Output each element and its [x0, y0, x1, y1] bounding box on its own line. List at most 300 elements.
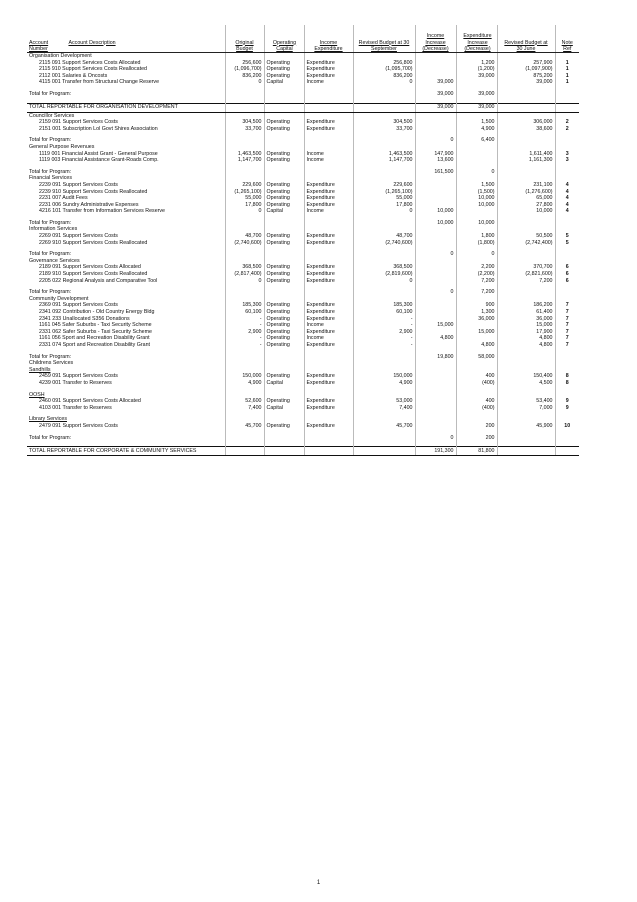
operating-capital: [264, 296, 304, 303]
income-change: [415, 126, 456, 133]
table-body: [27, 53, 579, 456]
account-description: 4103 001 Transfer to Reserves: [39, 404, 112, 411]
revised-budget-june: (2,821,600): [497, 271, 555, 278]
note-ref: 2: [555, 119, 579, 126]
table-row: [27, 398, 579, 405]
note-ref: [555, 175, 579, 182]
operating-capital: Operating: [264, 316, 304, 323]
income-expenditure: [304, 144, 353, 151]
expenditure-change: [456, 296, 497, 303]
note-ref: 7: [555, 342, 579, 349]
note-ref: 1: [555, 79, 579, 86]
revised-budget-june: [497, 144, 555, 151]
revised-budget-june: [497, 91, 555, 98]
revised-budget: [353, 367, 415, 374]
header-account-number: Account Number: [29, 39, 49, 52]
revised-budget: [353, 447, 415, 456]
table-row: [27, 405, 579, 412]
revised-budget: [353, 220, 415, 227]
section-row: [27, 53, 579, 60]
revised-budget-june: (2,742,400): [497, 240, 555, 247]
income-expenditure: [304, 112, 353, 119]
account-description: 2231 006 Sundry Administrative Expenses: [39, 201, 139, 208]
income-change: 191,300: [415, 447, 456, 456]
account-description: Total for Program:: [29, 168, 72, 175]
expenditure-change: [456, 53, 497, 60]
expenditure-change: 2,200: [456, 264, 497, 271]
revised-budget-june: [497, 360, 555, 367]
account-description: Total for Program:: [29, 251, 72, 258]
expenditure-change: [456, 144, 497, 151]
header-operating-capital: Operating Capital: [264, 25, 304, 53]
revised-budget-june: 150,400: [497, 373, 555, 380]
original-budget: [225, 447, 264, 456]
income-expenditure: Income: [304, 208, 353, 215]
expenditure-change: [456, 367, 497, 374]
table-row: [27, 380, 579, 387]
note-ref: [555, 144, 579, 151]
operating-capital: Operating: [264, 126, 304, 133]
table-row: [27, 322, 579, 329]
note-ref: 1: [555, 66, 579, 73]
revised-budget-june: 53,400: [497, 398, 555, 405]
income-expenditure: Expenditure: [304, 342, 353, 349]
note-ref: 6: [555, 271, 579, 278]
revised-budget-june: 306,000: [497, 119, 555, 126]
expenditure-change: [456, 392, 497, 399]
note-ref: 7: [555, 302, 579, 309]
operating-capital: [264, 435, 304, 442]
income-change: 0: [415, 137, 456, 144]
income-change: [415, 316, 456, 323]
operating-capital: Operating: [264, 322, 304, 329]
revised-budget-june: 7,000: [497, 405, 555, 412]
note-ref: [555, 251, 579, 258]
table-row: [27, 342, 579, 349]
operating-capital: [264, 53, 304, 60]
table-row: [27, 119, 579, 126]
income-change: [415, 416, 456, 423]
expenditure-change: (400): [456, 380, 497, 387]
operating-capital: Operating: [264, 60, 304, 67]
account-description: 1161 045 Safer Suburbs - Taxi Security Scheme: [39, 322, 152, 329]
table-row: [27, 79, 579, 86]
operating-capital: Operating: [264, 342, 304, 349]
table-row: [27, 66, 579, 73]
revised-budget: 304,500: [353, 119, 415, 126]
operating-capital: [264, 354, 304, 361]
income-change: [415, 367, 456, 374]
note-ref: 4: [555, 189, 579, 196]
operating-capital: [264, 367, 304, 374]
grand-row: [27, 103, 579, 112]
income-expenditure: [304, 392, 353, 399]
income-expenditure: [304, 220, 353, 227]
income-change: [415, 240, 456, 247]
original-budget: 150,000: [225, 373, 264, 380]
revised-budget-june: 15,000: [497, 322, 555, 329]
original-budget: [225, 91, 264, 98]
section-row: [27, 258, 579, 265]
original-budget: 48,700: [225, 233, 264, 240]
original-budget: 185,300: [225, 302, 264, 309]
revised-budget-june: [497, 447, 555, 456]
operating-capital: Operating: [264, 202, 304, 209]
revised-budget-june: 50,500: [497, 233, 555, 240]
original-budget: 229,600: [225, 182, 264, 189]
income-change: [415, 195, 456, 202]
note-ref: 7: [555, 309, 579, 316]
income-change: [415, 392, 456, 399]
note-ref: [555, 289, 579, 296]
account-description: 2331 062 Safer Suburbs - Taxi Security Scheme: [39, 328, 152, 335]
expenditure-change: 400: [456, 398, 497, 405]
account-description: Information Services: [29, 226, 78, 233]
note-ref: 5: [555, 240, 579, 247]
account-description: 1161 056 Sport and Recreation Disability Grant: [39, 335, 150, 342]
expenditure-change: 1,800: [456, 233, 497, 240]
expenditure-change: [456, 79, 497, 86]
original-budget: [225, 360, 264, 367]
section-row: [27, 112, 579, 119]
operating-capital: Capital: [264, 405, 304, 412]
expenditure-change: [456, 112, 497, 119]
account-description: Total for Program:: [29, 289, 72, 296]
note-ref: [555, 103, 579, 112]
note-ref: [555, 258, 579, 265]
income-expenditure: Expenditure: [304, 189, 353, 196]
operating-capital: Operating: [264, 66, 304, 73]
operating-capital: [264, 416, 304, 423]
original-budget: [225, 112, 264, 119]
account-description: 2459 091 Support Services Costs: [39, 373, 118, 380]
income-expenditure: [304, 296, 353, 303]
income-change: [415, 66, 456, 73]
table-row: [27, 208, 579, 215]
expenditure-change: (1,200): [456, 66, 497, 73]
table-row: [27, 423, 579, 430]
revised-budget: [353, 296, 415, 303]
revised-budget-june: [497, 416, 555, 423]
expenditure-change: [456, 335, 497, 342]
original-budget: [225, 226, 264, 233]
operating-capital: Operating: [264, 240, 304, 247]
account-description: General Purpose Revenues: [29, 143, 95, 150]
income-expenditure: Expenditure: [304, 373, 353, 380]
expenditure-change: 200: [456, 435, 497, 442]
revised-budget: (2,740,600): [353, 240, 415, 247]
revised-budget: [353, 360, 415, 367]
operating-capital: Operating: [264, 373, 304, 380]
original-budget: [225, 258, 264, 265]
note-ref: 7: [555, 335, 579, 342]
note-ref: [555, 435, 579, 442]
income-change: [415, 53, 456, 60]
account-description: 1119 003 Financial Assistance Grant-Roads Comp.: [39, 157, 159, 164]
account-description: 2460 091 Support Services Costs Allocated: [39, 398, 141, 405]
table-row: [27, 335, 579, 342]
table-row: [27, 240, 579, 247]
income-change: [415, 373, 456, 380]
note-ref: [555, 112, 579, 119]
revised-budget: 48,700: [353, 233, 415, 240]
income-change: [415, 296, 456, 303]
income-change: [415, 360, 456, 367]
revised-budget-june: 231,100: [497, 182, 555, 189]
income-expenditure: Expenditure: [304, 264, 353, 271]
income-change: 0: [415, 251, 456, 258]
account-description: Councillor Services: [29, 112, 75, 119]
income-change: [415, 182, 456, 189]
expenditure-change: [456, 208, 497, 215]
expenditure-change: [456, 226, 497, 233]
note-ref: [555, 91, 579, 98]
income-change: 0: [415, 435, 456, 442]
income-expenditure: [304, 289, 353, 296]
account-description: Sandhills: [29, 366, 51, 373]
revised-budget-june: 61,400: [497, 309, 555, 316]
revised-budget: -: [353, 342, 415, 349]
revised-budget: 4,900: [353, 380, 415, 387]
income-expenditure: Expenditure: [304, 126, 353, 133]
operating-capital: [264, 289, 304, 296]
table-row: [27, 302, 579, 309]
operating-capital: [264, 137, 304, 144]
header-income-expenditure: Income Expenditure: [304, 25, 353, 53]
note-ref: 4: [555, 202, 579, 209]
revised-budget: (1,265,100): [353, 189, 415, 196]
account-description: 2189 091 Support Services Costs Allocated: [39, 264, 141, 271]
note-ref: [555, 367, 579, 374]
expenditure-change: 6,400: [456, 137, 497, 144]
note-ref: 7: [555, 316, 579, 323]
total-row: [27, 435, 579, 442]
account-description: 2205 022 Regional Analysis and Comparative Tool: [39, 277, 158, 284]
income-change: 10,000: [415, 220, 456, 227]
note-ref: 7: [555, 322, 579, 329]
revised-budget: [353, 169, 415, 176]
operating-capital: Capital: [264, 380, 304, 387]
revised-budget: 2,900: [353, 329, 415, 336]
account-description: 2151 001 Subscription Lol Govt Shires Association: [39, 125, 158, 132]
operating-capital: [264, 447, 304, 456]
income-expenditure: Income: [304, 335, 353, 342]
account-description: 2341 233 Unallocated S356 Donations: [39, 315, 130, 322]
revised-budget-june: 875,200: [497, 73, 555, 80]
income-change: [415, 423, 456, 430]
header-note-ref: Note Ref: [555, 25, 579, 53]
revised-budget: 17,800: [353, 202, 415, 209]
original-budget: 60,100: [225, 309, 264, 316]
expenditure-change: [456, 416, 497, 423]
revised-budget: [353, 112, 415, 119]
account-description: 2239 091 Support Services Costs: [39, 181, 118, 188]
revised-budget: 0: [353, 208, 415, 215]
income-change: [415, 144, 456, 151]
account-description: 2479 091 Support Services Costs: [39, 422, 118, 429]
original-budget: (1,096,700): [225, 66, 264, 73]
original-budget: -: [225, 342, 264, 349]
account-description: 2269 091 Support Services Costs: [39, 233, 118, 240]
operating-capital: Operating: [264, 233, 304, 240]
total-row: [27, 91, 579, 98]
original-budget: [225, 354, 264, 361]
expenditure-change: 15,000: [456, 329, 497, 336]
income-expenditure: [304, 435, 353, 442]
income-expenditure: Expenditure: [304, 182, 353, 189]
section-row: [27, 144, 579, 151]
revised-budget: [353, 103, 415, 112]
operating-capital: [264, 220, 304, 227]
operating-capital: [264, 169, 304, 176]
account-description: 2269 910 Support Services Costs Reallocated: [39, 239, 148, 246]
note-ref: 5: [555, 233, 579, 240]
income-expenditure: Expenditure: [304, 398, 353, 405]
revised-budget: [353, 251, 415, 258]
original-budget: 55,000: [225, 195, 264, 202]
original-budget: 0: [225, 278, 264, 285]
expenditure-change: 10,000: [456, 195, 497, 202]
total-row: [27, 354, 579, 361]
expenditure-change: 81,800: [456, 447, 497, 456]
operating-capital: Operating: [264, 302, 304, 309]
revised-budget-june: [497, 220, 555, 227]
expenditure-change: 36,000: [456, 316, 497, 323]
revised-budget-june: [497, 169, 555, 176]
income-expenditure: [304, 53, 353, 60]
income-change: 13,600: [415, 157, 456, 164]
revised-budget: 33,700: [353, 126, 415, 133]
header-revised-budget-june: Revised Budget at 30 June: [497, 25, 555, 53]
table-row: [27, 271, 579, 278]
original-budget: -: [225, 322, 264, 329]
income-expenditure: Expenditure: [304, 271, 353, 278]
expenditure-change: (400): [456, 405, 497, 412]
expenditure-change: 1,300: [456, 309, 497, 316]
income-expenditure: Expenditure: [304, 202, 353, 209]
account-description: Total for Program:: [29, 219, 72, 226]
income-expenditure: Expenditure: [304, 233, 353, 240]
revised-budget: [353, 144, 415, 151]
income-expenditure: Expenditure: [304, 309, 353, 316]
account-description: 2239 910 Support Services Costs Reallocated: [39, 188, 148, 195]
table-row: [27, 316, 579, 323]
expenditure-change: 900: [456, 302, 497, 309]
income-change: [415, 405, 456, 412]
original-budget: [225, 137, 264, 144]
revised-budget: [353, 258, 415, 265]
expenditure-change: [456, 157, 497, 164]
note-ref: [555, 416, 579, 423]
revised-budget-june: [497, 392, 555, 399]
account-description: Financial Services: [29, 175, 72, 182]
revised-budget: -: [353, 335, 415, 342]
income-change: [415, 329, 456, 336]
revised-budget-june: 186,200: [497, 302, 555, 309]
account-description: Governance Services: [29, 257, 80, 264]
account-description: 2369 091 Support Services Costs: [39, 302, 118, 309]
original-budget: [225, 169, 264, 176]
account-description: 4115 001 Transfer from Structural Change Reserve: [39, 79, 160, 86]
operating-capital: Capital: [264, 79, 304, 86]
revised-budget: [353, 226, 415, 233]
account-description: TOTAL REPORTABLE FOR ORGANISATION DEVELOPMENT: [27, 103, 225, 112]
section-row: [27, 296, 579, 303]
total-row: [27, 289, 579, 296]
note-ref: 1: [555, 60, 579, 67]
revised-budget-june: 4,800: [497, 335, 555, 342]
income-expenditure: Income: [304, 322, 353, 329]
expenditure-change: 0: [456, 169, 497, 176]
note-ref: 6: [555, 278, 579, 285]
operating-capital: [264, 175, 304, 182]
income-expenditure: [304, 226, 353, 233]
original-budget: [225, 144, 264, 151]
expenditure-change: [456, 151, 497, 158]
note-ref: 1: [555, 73, 579, 80]
revised-budget-june: (1,097,900): [497, 66, 555, 73]
revised-budget-june: [497, 137, 555, 144]
header-account: [27, 25, 225, 53]
note-ref: [555, 360, 579, 367]
section-row: [27, 175, 579, 182]
expenditure-change: 4,900: [456, 126, 497, 133]
table-row: [27, 309, 579, 316]
income-change: 39,000: [415, 79, 456, 86]
table-row: [27, 126, 579, 133]
original-budget: [225, 367, 264, 374]
account-description: 2341 092 Contribution - Old Country Energy Bldg: [39, 309, 155, 315]
original-budget: [225, 289, 264, 296]
account-description: Organisation Development: [29, 53, 92, 59]
income-change: [415, 226, 456, 233]
table-row: [27, 60, 579, 67]
original-budget: -: [225, 335, 264, 342]
operating-capital: Operating: [264, 278, 304, 285]
note-ref: 2: [555, 126, 579, 133]
note-ref: 7: [555, 329, 579, 336]
revised-budget: [353, 137, 415, 144]
original-budget: 52,600: [225, 398, 264, 405]
grand-row: [27, 447, 579, 456]
header-account-description: Account Description: [68, 39, 116, 46]
expenditure-change: 1,200: [456, 60, 497, 67]
operating-capital: Operating: [264, 398, 304, 405]
original-budget: 4,900: [225, 380, 264, 387]
original-budget: 45,700: [225, 423, 264, 430]
income-expenditure: Expenditure: [304, 66, 353, 73]
note-ref: [555, 354, 579, 361]
account-description: 2115 091 Support Services Costs Allocated: [39, 59, 141, 66]
revised-budget-june: [497, 226, 555, 233]
account-description: 4239 001 Transfer to Reserves: [39, 379, 112, 386]
revised-budget-june: 36,000: [497, 316, 555, 323]
expenditure-change: 10,000: [456, 202, 497, 209]
income-change: [415, 73, 456, 80]
revised-budget: [353, 354, 415, 361]
expenditure-change: (2,200): [456, 271, 497, 278]
original-budget: (2,740,600): [225, 240, 264, 247]
expenditure-change: 39,000: [456, 73, 497, 80]
income-change: [415, 202, 456, 209]
note-ref: 4: [555, 208, 579, 215]
revised-budget-june: 10,000: [497, 208, 555, 215]
revised-budget: [353, 175, 415, 182]
header-income-change: Income Increase (Decrease): [415, 25, 456, 53]
income-expenditure: Income: [304, 79, 353, 86]
revised-budget-june: [497, 289, 555, 296]
original-budget: 256,600: [225, 60, 264, 67]
